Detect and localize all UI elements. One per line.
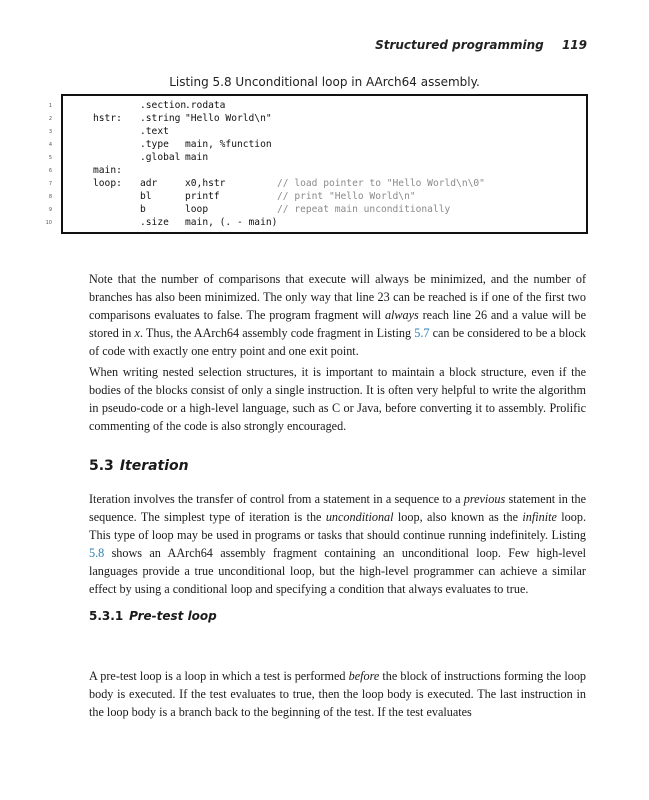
code-line-number: 8 <box>48 194 52 200</box>
code-line-number: 9 <box>48 207 52 213</box>
listing-caption: Listing 5.8 Unconditional loop in AArch64 assembly. <box>169 75 480 89</box>
code-operands: x0,hstr <box>185 178 226 189</box>
code-opcode: adr <box>140 178 158 189</box>
code-comment: // print "Hello World\n" <box>277 191 416 202</box>
code-line-number: 6 <box>48 168 52 174</box>
code-operands: loop <box>185 204 209 215</box>
code-line-number: 10 <box>45 220 52 226</box>
page-number: 119 <box>561 38 587 52</box>
code-opcode: .type <box>140 139 169 150</box>
running-header <box>375 38 587 52</box>
paragraph-iteration: Iteration involves the transfer of control from a statement in a sequence to a previous statement in the sequence. The simplest type of iteration is the unconditional loop, also known as the infinite loop. This type of loop may be used in programs or tasks that should continue running indefinitely. Listing 5.8 shows an AArch64 assembly fragment containing an unconditional loop. Few high-level languages provide a true unconditional loop, but the high-level programmer can achieve a similar effect by using a conditional loop and specifying a condition that always evaluates to true. <box>89 492 586 596</box>
code-operands: .rodata <box>185 100 226 111</box>
paragraph-pre-test-loop: A pre-test loop is a loop in which a test is performed before the block of instructions forming the loop body is executed. If the test evaluates to true, then the loop body is executed. The last instruction in the loop body is a branch back to the beginning of the test. If the test evaluates <box>89 669 587 719</box>
code-opcode: bl <box>140 191 152 202</box>
code-opcode: .size <box>140 217 169 228</box>
paragraph-nested-selection: When writing nested selection structures, it is important to maintain a block structure, even if the bodies of the blocks consist of only a single instruction. It is often very helpful to write the algorithm in pseudo-code or a high-level language, such as C or Java, before converting it to assembly. Prolific commenting of the code is also strongly encouraged. <box>89 365 586 433</box>
code-opcode: b <box>140 204 146 215</box>
code-operands: main, (. - main) <box>185 217 278 228</box>
code-line-number: 1 <box>48 103 52 109</box>
code-line-number: 2 <box>48 116 52 122</box>
code-line-number: 7 <box>48 181 52 187</box>
code-comment: // repeat main unconditionally <box>277 204 451 215</box>
subsection-number: 5.3.1 <box>89 609 124 623</box>
listing-link-5-8[interactable]: 5.8 <box>89 546 105 560</box>
code-opcode: .global <box>140 152 181 163</box>
code-label: loop: <box>93 178 122 189</box>
section-number: 5.3 <box>89 458 114 474</box>
running-title: Structured programming <box>375 38 544 52</box>
code-operands: "Hello World\n" <box>185 113 272 124</box>
code-line-number: 4 <box>48 142 52 148</box>
section-heading <box>89 458 189 474</box>
code-line-number: 3 <box>48 129 52 135</box>
code-operands: printf <box>185 191 220 202</box>
subsection-heading <box>89 609 217 623</box>
code-line-number: 5 <box>48 155 52 161</box>
listing-link-5-7[interactable]: 5.7 <box>414 326 430 340</box>
code-operands: main, %function <box>185 139 272 150</box>
code-opcode: .section <box>140 100 187 111</box>
subsection-title: Pre-test loop <box>129 609 217 623</box>
code-label: main: <box>93 165 122 176</box>
paragraph-comparisons: Note that the number of comparisons that execute will always be minimized, and the number of branches has also been minimized. The only way that line 23 can be reached is if one of the first two comparisons evaluates to false. The program fragment will always reach line 26 and a value will be stored in x. Thus, the AArch64 assembly code fragment in Listing 5.7 can be considered to be a block of code with exactly one entry point and one exit point. <box>89 272 587 358</box>
code-opcode: .text <box>140 126 169 137</box>
code-label: hstr: <box>93 113 122 124</box>
code-opcode: .string <box>140 113 181 124</box>
code-comment: // load pointer to "Hello World\n\0" <box>277 178 485 189</box>
code-operands: main <box>185 152 209 163</box>
section-title: Iteration <box>119 458 189 474</box>
